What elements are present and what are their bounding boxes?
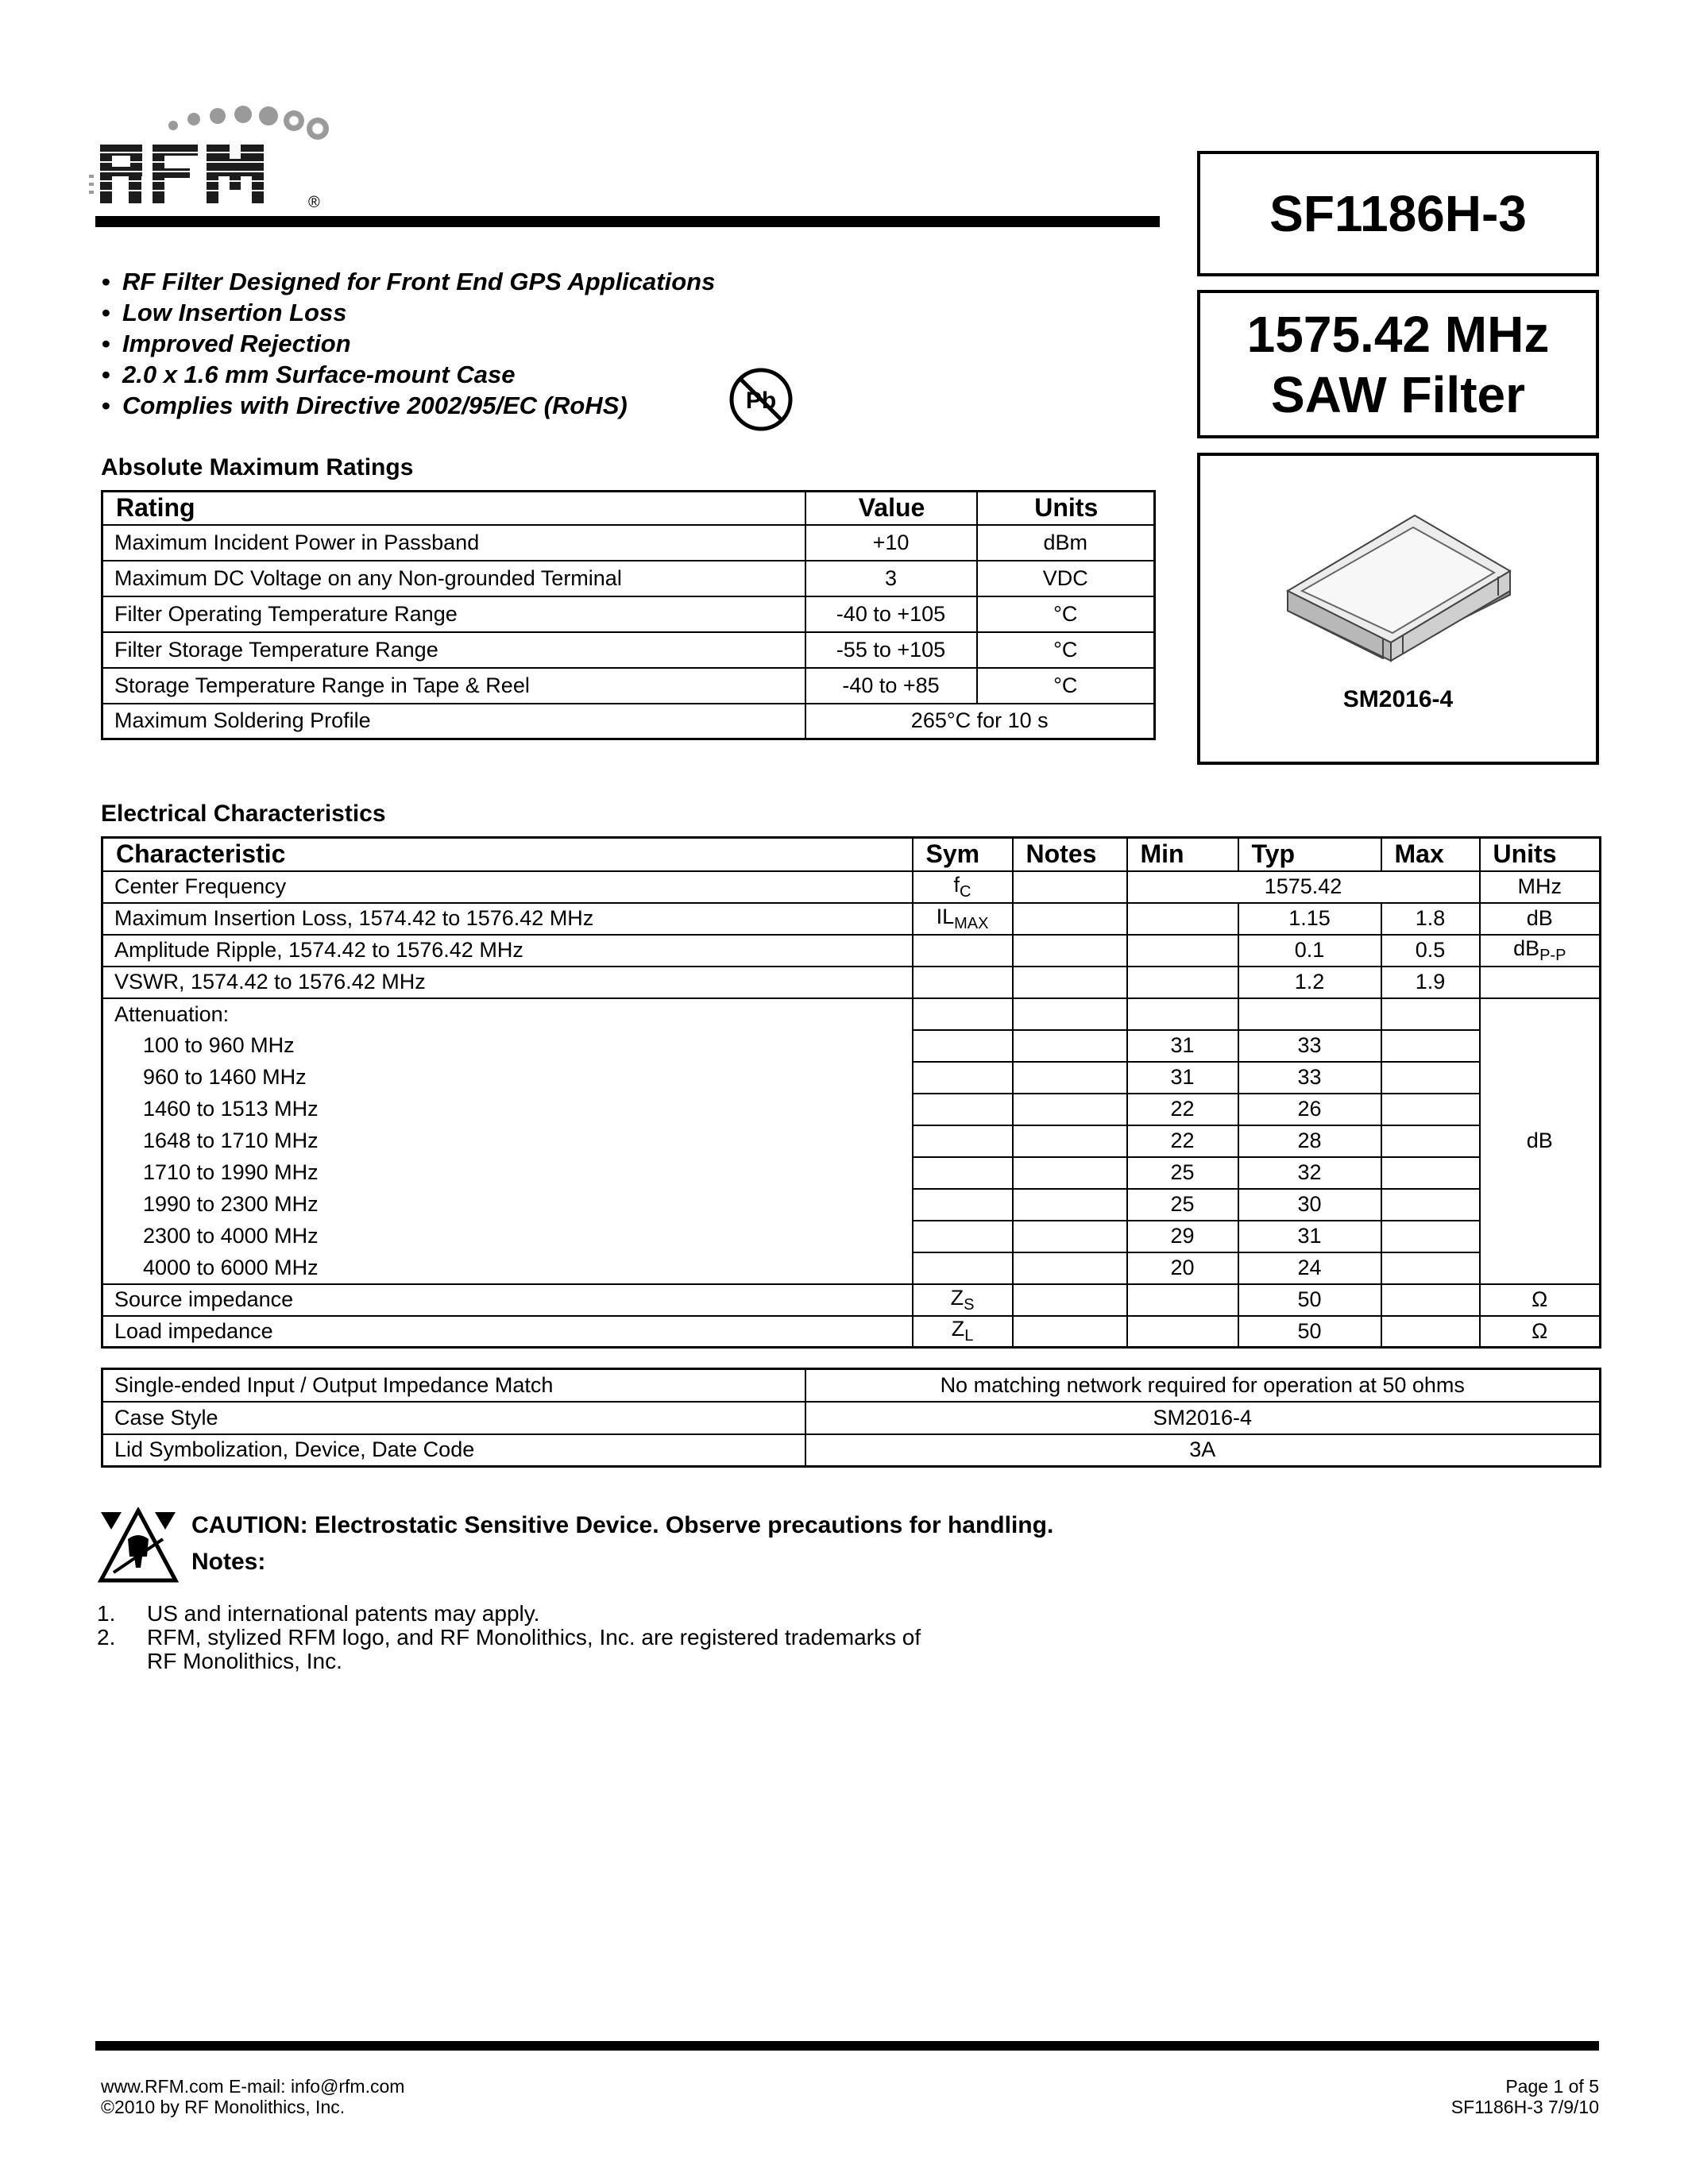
- header-rule: [95, 216, 1160, 227]
- min-cell: 22: [1127, 1125, 1238, 1157]
- feature-list: [102, 266, 715, 421]
- characteristic-cell: Source impedance: [102, 1284, 913, 1316]
- value-cell: 3A: [805, 1434, 1601, 1467]
- table-row: [102, 561, 1155, 596]
- footer-left: [101, 2076, 404, 2117]
- column-header: Min: [1127, 838, 1238, 871]
- value-cell: 3: [805, 561, 977, 596]
- feature-item: • Low Insertion Loss: [102, 297, 715, 328]
- feature-item: • Improved Rejection: [102, 328, 715, 359]
- label-cell: Single-ended Input / Output Impedance Match: [102, 1369, 805, 1402]
- units-cell: dB: [1480, 903, 1601, 935]
- characteristic-cell: 4000 to 6000 MHz: [102, 1252, 913, 1284]
- notes-label: Notes:: [191, 1549, 266, 1575]
- value-cell: -55 to +105: [805, 632, 977, 668]
- sym-cell: $f_C$: [913, 871, 1013, 903]
- feature-item: • RF Filter Designed for Front End GPS Applications: [102, 266, 715, 297]
- table-row: [102, 1284, 1601, 1316]
- min-cell: 22: [1127, 1094, 1238, 1125]
- note-item: [97, 1602, 941, 1626]
- label-cell: Lid Symbolization, Device, Date Code: [102, 1434, 805, 1467]
- column-header: Max: [1381, 838, 1480, 871]
- units-cell: dB: [1480, 998, 1601, 1284]
- electrical-table: [101, 836, 1601, 1349]
- typ-cell: 33: [1238, 1030, 1381, 1062]
- table-row: [102, 525, 1155, 561]
- table-row: [102, 704, 1155, 739]
- typ-cell: 28: [1238, 1125, 1381, 1157]
- column-header: Rating: [102, 492, 805, 525]
- page-number: Page 1 of 5: [1505, 2076, 1599, 2097]
- table-row: [102, 1434, 1601, 1467]
- characteristic-cell: Load impedance: [102, 1316, 913, 1348]
- typ-cell: 31: [1238, 1221, 1381, 1252]
- table-row: [102, 1402, 1601, 1434]
- table-row: [102, 998, 1601, 1030]
- value-cell: -40 to +85: [805, 668, 977, 704]
- units-cell: Ω: [1480, 1316, 1601, 1348]
- characteristic-cell: 960 to 1460 MHz: [102, 1062, 913, 1094]
- units-cell: VDC: [977, 561, 1155, 596]
- footer-contact: www.RFM.com E-mail: info@rfm.com: [101, 2076, 405, 2097]
- max-cell: 0.5: [1381, 935, 1480, 967]
- characteristic-cell: Maximum Insertion Loss, 1574.42 to 1576.42 MHz: [102, 903, 913, 935]
- column-header: Sym: [913, 838, 1013, 871]
- note-text: US and international patents may apply.: [147, 1601, 540, 1626]
- max-cell: 1.8: [1381, 903, 1480, 935]
- footer-copyright: ©2010 by RF Monolithics, Inc.: [101, 2097, 346, 2117]
- units-cell: °C: [977, 668, 1155, 704]
- rating-cell: Filter Storage Temperature Range: [102, 632, 805, 668]
- rating-cell: Maximum Incident Power in Passband: [102, 525, 805, 561]
- characteristic-cell: 1648 to 1710 MHz: [102, 1125, 913, 1157]
- table-row: [102, 1252, 1601, 1284]
- column-header: Characteristic: [102, 838, 913, 871]
- table-row: [102, 1221, 1601, 1252]
- units-cell: Ω: [1480, 1284, 1601, 1316]
- table-row: [102, 668, 1155, 704]
- feature-item: • 2.0 x 1.6 mm Surface-mount Case: [102, 359, 715, 390]
- note-number: 1.: [97, 1601, 116, 1626]
- package-box: [1197, 453, 1599, 765]
- typ-cell: 30: [1238, 1189, 1381, 1221]
- units-cell: $dB_{P-P}$: [1480, 935, 1601, 967]
- table-row: [102, 935, 1601, 967]
- min-cell: 31: [1127, 1030, 1238, 1062]
- characteristic-cell: 1990 to 2300 MHz: [102, 1189, 913, 1221]
- table-row: [102, 1369, 1601, 1402]
- characteristic-cell: 1460 to 1513 MHz: [102, 1094, 913, 1125]
- table-row: [102, 967, 1601, 998]
- rfm-logo: [86, 103, 340, 214]
- characteristic-cell: Center Frequency: [102, 871, 913, 903]
- feature-item: • Complies with Directive 2002/95/EC (RoHS): [102, 390, 715, 421]
- units-cell: °C: [977, 632, 1155, 668]
- column-header: Notes: [1013, 838, 1127, 871]
- value-cell: SM2016-4: [805, 1402, 1601, 1434]
- table-row: [102, 1094, 1601, 1125]
- characteristic-cell: 2300 to 4000 MHz: [102, 1221, 913, 1252]
- product-type: SAW Filter: [1270, 366, 1526, 423]
- sym-cell: $Z_L$: [913, 1316, 1013, 1348]
- table-row: [102, 1062, 1601, 1094]
- caution-text: CAUTION: Electrostatic Sensitive Device. Observe precautions for handling.: [191, 1512, 1054, 1538]
- table-row: [102, 596, 1155, 632]
- table-row: [102, 632, 1155, 668]
- value-cell: +10: [805, 525, 977, 561]
- units-cell: MHz: [1480, 871, 1601, 903]
- rating-cell: Filter Operating Temperature Range: [102, 596, 805, 632]
- typ-cell: 50: [1238, 1284, 1381, 1316]
- characteristic-cell: 100 to 960 MHz: [102, 1030, 913, 1062]
- typ-cell: 1.2: [1238, 967, 1381, 998]
- units-cell: dBm: [977, 525, 1155, 561]
- value-cell: No matching network required for operation at 50 ohms: [805, 1369, 1601, 1402]
- column-header: Units: [1480, 838, 1601, 871]
- notes-list: [97, 1602, 941, 1673]
- units-cell: °C: [977, 596, 1155, 632]
- frequency-title: 1575.42 MHz: [1246, 306, 1550, 363]
- lead-free-icon: [728, 367, 794, 432]
- note-text: RFM, stylized RFM logo, and RF Monolithics, Inc. are registered trademarks of RF Monolithics, Inc.: [147, 1625, 921, 1673]
- table-row: [102, 903, 1601, 935]
- rating-cell: Maximum DC Voltage on any Non-grounded Terminal: [102, 561, 805, 596]
- sym-cell: $IL_{MAX}$: [913, 903, 1013, 935]
- doc-code: SF1186H-3 7/9/10: [1450, 2097, 1599, 2117]
- characteristic-cell: Amplitude Ripple, 1574.42 to 1576.42 MHz: [102, 935, 913, 967]
- column-header: Units: [977, 492, 1155, 525]
- package-label: SM2016-4: [1342, 686, 1454, 712]
- note-number: 2.: [97, 1625, 116, 1650]
- abs-max-table: [101, 490, 1156, 740]
- column-header: Typ: [1238, 838, 1381, 871]
- rating-cell: Maximum Soldering Profile: [102, 704, 805, 739]
- footer-rule: [95, 2041, 1599, 2051]
- sym-cell: $Z_S$: [913, 1284, 1013, 1316]
- min-cell: 29: [1127, 1221, 1238, 1252]
- typ-cell: 50: [1238, 1316, 1381, 1348]
- registered-mark: ®: [308, 194, 320, 211]
- typ-cell: 33: [1238, 1062, 1381, 1094]
- note-item: [97, 1626, 941, 1673]
- table-row: [102, 1125, 1601, 1157]
- min-cell: 25: [1127, 1189, 1238, 1221]
- label-cell: Case Style: [102, 1402, 805, 1434]
- table-row: [102, 1030, 1601, 1062]
- lead-free-label: Pb: [745, 388, 777, 414]
- misc-table: [101, 1368, 1601, 1468]
- esd-warning-icon: [98, 1507, 179, 1584]
- electrical-title: Electrical Characteristics: [101, 801, 386, 827]
- characteristic-cell: 1710 to 1990 MHz: [102, 1157, 913, 1189]
- min-cell: 25: [1127, 1157, 1238, 1189]
- typ-cell: 26: [1238, 1094, 1381, 1125]
- value-cell: 265°C for 10 s: [805, 704, 1155, 739]
- table-row: [102, 871, 1601, 903]
- rating-cell: Storage Temperature Range in Tape & Reel: [102, 668, 805, 704]
- frequency-box: [1197, 290, 1599, 438]
- characteristic-cell: VSWR, 1574.42 to 1576.42 MHz: [102, 967, 913, 998]
- caution-block: [191, 1507, 1053, 1580]
- typ-cell: 32: [1238, 1157, 1381, 1189]
- min-cell: 20: [1127, 1252, 1238, 1284]
- footer-right: [1451, 2076, 1599, 2117]
- part-number: SF1186H-3: [1269, 185, 1527, 242]
- typ-cell: 1.15: [1238, 903, 1381, 935]
- table-row: [102, 1316, 1601, 1348]
- typ-cell: 24: [1238, 1252, 1381, 1284]
- table-row: [102, 1157, 1601, 1189]
- typ-cell: 0.1: [1238, 935, 1381, 967]
- rfm-logo-graphic: [86, 103, 340, 214]
- part-number-box: [1197, 151, 1599, 276]
- package-illustration: [1280, 488, 1518, 662]
- table-row: [102, 1189, 1601, 1221]
- characteristic-cell: Attenuation:: [102, 998, 913, 1030]
- abs-max-title: Absolute Maximum Ratings: [101, 454, 414, 480]
- typ-cell: 1575.42: [1127, 871, 1480, 903]
- column-header: Value: [805, 492, 977, 525]
- min-cell: 31: [1127, 1062, 1238, 1094]
- value-cell: -40 to +105: [805, 596, 977, 632]
- max-cell: 1.9: [1381, 967, 1480, 998]
